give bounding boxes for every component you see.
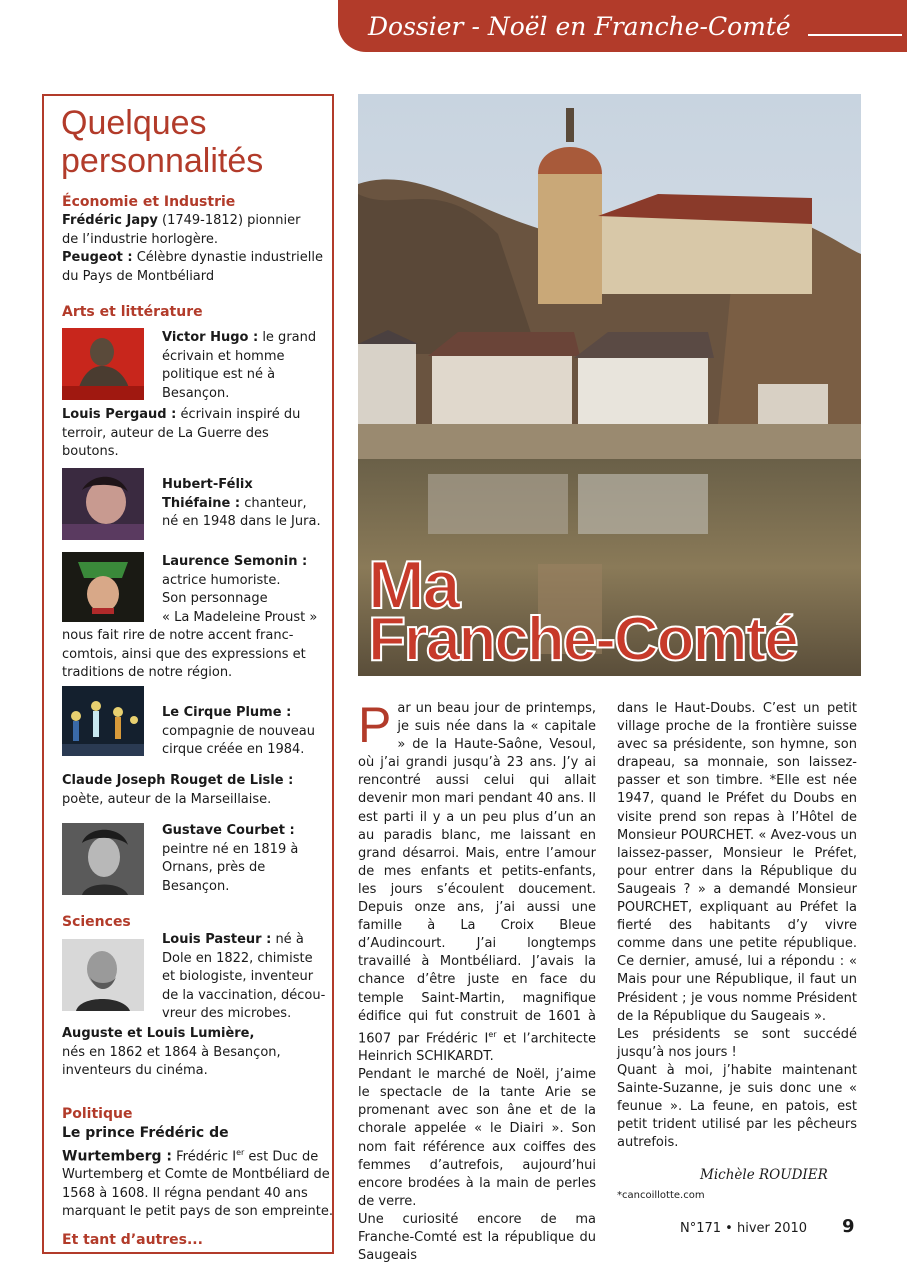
entry-cirque-plume: Le Cirque Plume : compagnie de nouveau cirque créée en 1984. <box>162 705 315 757</box>
entry-wurtemberg: Le prince Frédéric de Wurtemberg : Frédéric Ier est Duc de Wurtemberg et Comte de Montbéliard de 1568 à 1608. Il régna pendant 40 ans marquant le petit pays de son empreinte. <box>62 1125 333 1220</box>
entry-lumiere: Auguste et Louis Lumière, nés en 1862 et 1864 à Besançon, inventeurs du cinéma. <box>62 1026 281 1078</box>
article-column-2: dans le Haut-Doubs. C’est un petit village proche de la frontière suisse avec sa présidente, son hymne, son drapeau, sa monnaie, son laissez-passer et son timbre. *Elle est née 1947, quand le Préfet du Doubs en visite prend son repas à l’Hôtel de Monsieur POURCHET. « Avez-vous un laissez-passer, Monsieur le Préfet, pour entrer dans la République du Saugeais ? » a demandé Monsieur POURCHET, expliquant au Préfet la fierté des habitants d’y vivre comme dans une petite république. Ce dernier, amusé, lui a répondu : « Mais pour une République, il faut un Président ; je vous nomme Président de la République du Saugeais ». Les présidents se sont succédé jusqu’à nos jours ! Quant à moi, j’habite maintenant Sainte-Suzanne, je suis donc une « feunue ». La feune, en patois, est petit trident utilisé par les pêcheurs autrefois. <box>617 701 857 1151</box>
article-column-1: Par un beau jour de printemps, je suis née dans la « capitale » de la Haute-Saône, Vesoul, où j’ai grandi jusqu’à 23 ans. J’y ai rencontré aussi celui qui allait devenir mon mari pendant 40 ans. Il est parti il y a un peu plus d’un an au paradis blanc, me laissant en grand désarroi. Mais, entre l’amour de mes enfants et petits-enfants, les jours s’écoulent doucement. Depuis onze ans, j’ai aussi une famille à La Croix Bleue d’Audincourt. J’ai longtemps travaillé à Montbéliard. J’avais la chance d’être juste en face du temple Saint-Martin, magnifique édifice qui fut construit de 1601 à 1607 par Frédéric Ier et l’architecte Heinrich SCHIKARDT. Pendant le marché de Noël, j’aime le spectacle de la tante Arie se promenant avec son âne et de la chorale appelée « le Diairi ». Son nom fait référence aux coiffes des femmes d’autrefois, aujourd’hui encore brodées à la main de perles de verre. Une curiosité encore de ma Franche-Comté est la république du Saugeais <box>358 697 596 1264</box>
section-heading-sciences: Sciences <box>62 914 131 930</box>
and-many-others: Et tant d’autres... <box>62 1232 203 1248</box>
issue-info: N°171 • hiver 2010 <box>680 1221 808 1236</box>
photo-cirque-plume <box>62 686 144 756</box>
author-signature: Michèle ROUDIER <box>700 1167 828 1183</box>
section-header-band <box>338 0 907 52</box>
entry-rouget-de-lisle: Claude Joseph Rouget de Lisle : poète, auteur de la Marseillaise. <box>62 773 294 807</box>
header-rule <box>808 34 902 36</box>
entry-courbet: Gustave Courbet : peintre né en 1819 à Ornans, près de Besançon. <box>162 823 299 894</box>
section-heading-politique: Politique <box>62 1106 133 1122</box>
page-number: 9 <box>842 1216 855 1237</box>
village-lake-photo <box>358 94 861 676</box>
dossier-title: Dossier - Noël en Franche-Comté <box>368 12 791 41</box>
entry-thiefaine: Hubert-Félix Thiéfaine : chanteur, né en 1948 dans le Jura. <box>162 477 321 529</box>
portrait-victor-hugo <box>62 328 144 400</box>
feature-title-line2: Franche-Comté <box>368 605 797 674</box>
feature-title-line1: Ma <box>368 547 459 623</box>
entry-semonin-cont: nous fait rire de notre accent franc- comtois, ainsi que des expressions et traditions de notre région. <box>62 628 306 680</box>
entry-japy: Frédéric Japy (1749-1812) pionnier de l’industrie horlogère. Peugeot : Célèbre dynastie industrielle du Pays de Montbéliard <box>62 213 324 284</box>
personalities-sidebar <box>42 94 334 1254</box>
portrait-pasteur <box>62 939 144 1011</box>
entry-hugo: Victor Hugo : le grand écrivain et homme politique est né à Besançon. <box>162 330 317 401</box>
entry-pasteur: Louis Pasteur : né à Dole en 1822, chimiste et biologiste, inventeur de la vaccination, décou- vreur des microbes. <box>162 932 326 1021</box>
sidebar-title: Quelques personnalités <box>61 104 264 180</box>
portrait-courbet <box>62 823 144 895</box>
footnote: *cancoillotte.com <box>617 1190 705 1201</box>
portrait-thiefaine <box>62 468 144 540</box>
drop-cap: P <box>358 697 392 753</box>
section-heading-economie: Économie et Industrie <box>62 194 236 210</box>
section-heading-arts: Arts et littérature <box>62 304 203 320</box>
entry-pergaud: Louis Pergaud : écrivain inspiré du terroir, auteur de La Guerre des boutons. <box>62 407 301 459</box>
entry-semonin-head: Laurence Semonin : actrice humoriste. Son personnage « La Madeleine Proust » <box>162 554 318 625</box>
portrait-semonin <box>62 552 144 622</box>
